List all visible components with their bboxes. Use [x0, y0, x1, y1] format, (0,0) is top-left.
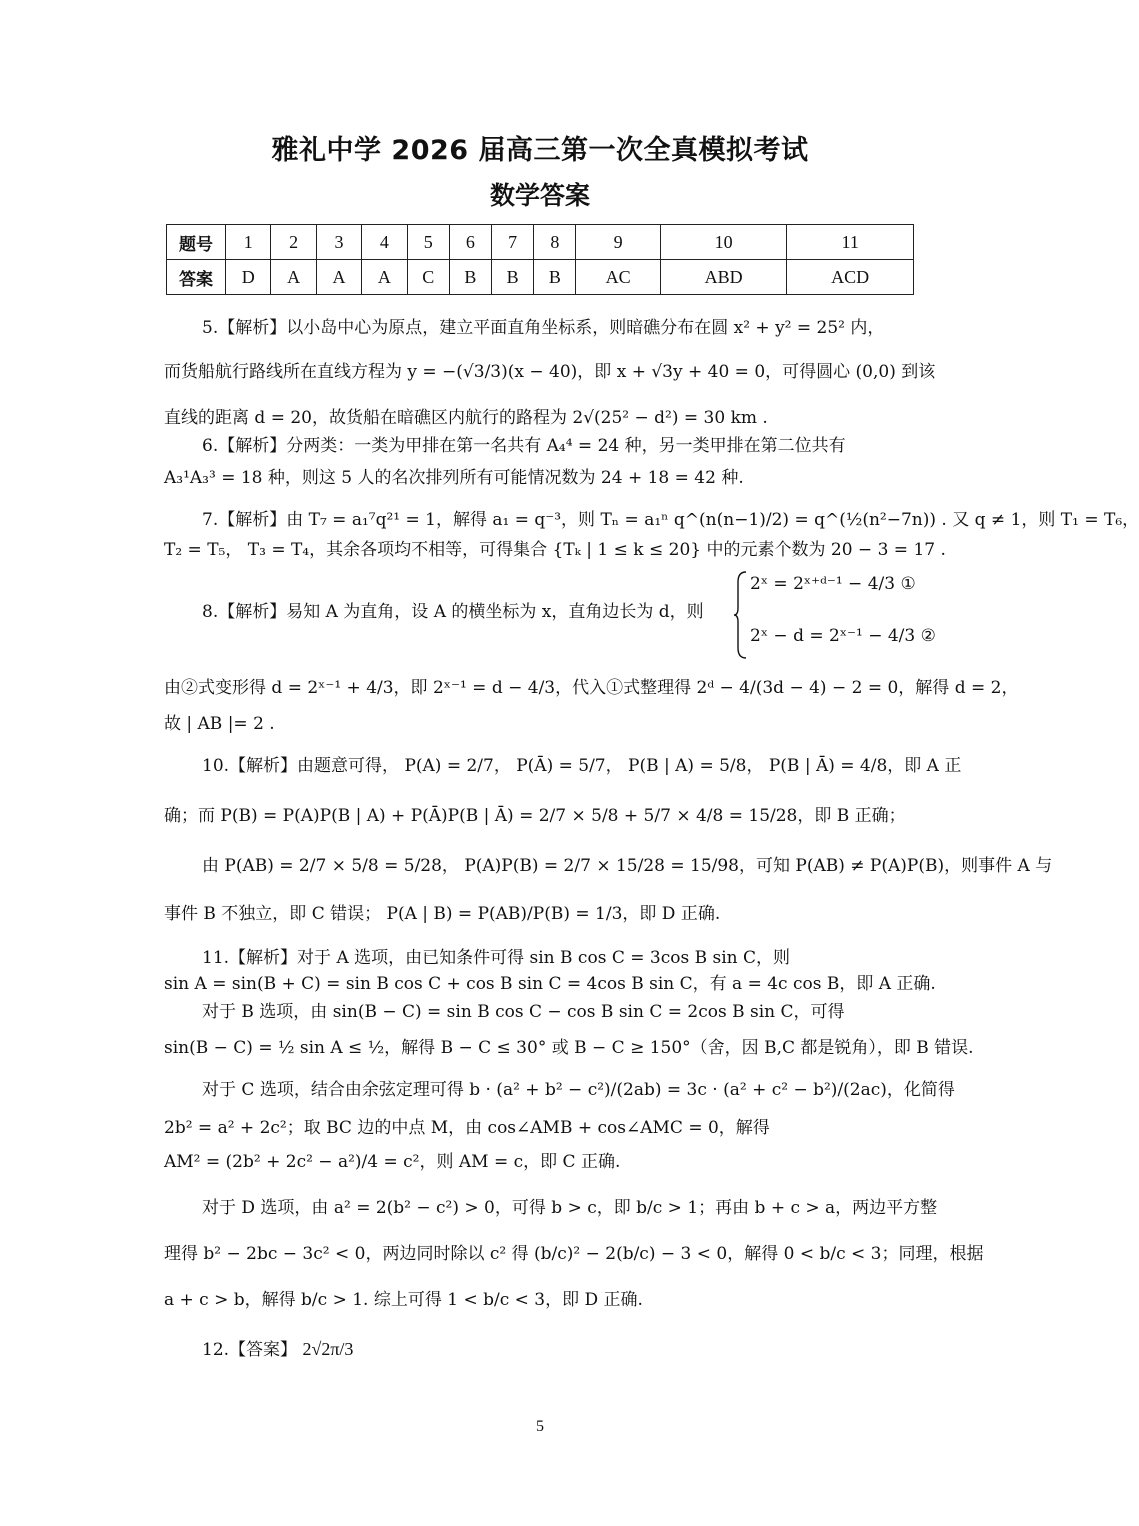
- table-cell: 4: [362, 225, 407, 260]
- page-number: 5: [536, 1418, 544, 1435]
- q8-equation-2: 2ˣ − d = 2ˣ⁻¹ − 4/3 ②: [750, 626, 936, 646]
- left-brace-icon: [734, 570, 748, 660]
- q11-line-2: sin A = sin(B + C) = sin B cos C + cos B sin C = 4cos B sin C，有 a = 4c cos B，即 A 正确.: [164, 974, 936, 994]
- table-row-numbers: [167, 225, 914, 260]
- table-cell: 8: [534, 225, 576, 260]
- table-cell: A: [271, 260, 316, 295]
- q5-line-2: 而货船航行路线所在直线方程为 y = −(√3/3)(x − 40)，即 x + √3y + 40 = 0，可得圆心 (0,0) 到该: [164, 362, 936, 382]
- table-header-number: 题号: [167, 225, 226, 260]
- q10-line-4: 事件 B 不独立，即 C 错误； P(A | B) = P(AB)/P(B) = 1/3，即 D 正确.: [164, 904, 721, 924]
- table-cell: 9: [576, 225, 660, 260]
- q6-line-1: 6.【解析】分两类：一类为甲排在第一名共有 A₄⁴ = 24 种，另一类甲排在第二位共有: [202, 436, 846, 456]
- q10-line-1: 10.【解析】由题意可得， P(A) = 2/7， P(Ā) = 5/7， P(B | A) = 5/8， P(B | Ā) = 4/8，即 A 正: [202, 756, 962, 776]
- q11-line-1: 11.【解析】对于 A 选项，由已知条件可得 sin B cos C = 3cos B sin C，则: [202, 948, 790, 968]
- table-cell: ACD: [787, 260, 914, 295]
- q11-line-4: sin(B − C) = ½ sin A ≤ ½，解得 B − C ≤ 30° 或 B − C ≥ 150°（舍，因 B,C 都是锐角），即 B 错误.: [164, 1038, 974, 1058]
- q11-line-7: AM² = (2b² + 2c² − a²)/4 = c²，则 AM = c，即 C 正确.: [164, 1152, 621, 1172]
- q11-line-9: 理得 b² − 2bc − 3c² < 0，两边同时除以 c² 得 (b/c)² − 2(b/c) − 3 < 0，解得 0 < b/c < 3；同理，根据: [164, 1244, 984, 1264]
- table-cell: C: [407, 260, 449, 295]
- table-cell: 6: [449, 225, 491, 260]
- table-cell: 7: [492, 225, 534, 260]
- q10-line-2: 确；而 P(B) = P(A)P(B | A) + P(Ā)P(B | Ā) = 2/7 × 5/8 + 5/7 × 4/8 = 15/28，即 B 正确；: [164, 806, 906, 826]
- q11-line-5: 对于 C 选项，结合由余弦定理可得 b · (a² + b² − c²)/(2ab) = 3c · (a² + c² − b²)/(2ac)，化简得: [202, 1080, 955, 1100]
- table-cell: AC: [576, 260, 660, 295]
- exam-subtitle: 数学答案: [489, 181, 590, 210]
- q11-line-8: 对于 D 选项，由 a² = 2(b² − c²) > 0，可得 b > c，即 b/c > 1；再由 b + c > a，两边平方整: [202, 1198, 938, 1218]
- table-cell: D: [226, 260, 271, 295]
- q5-line-1: 5.【解析】以小岛中心为原点，建立平面直角坐标系，则暗礁分布在圆 x² + y² = 25² 内，: [202, 318, 885, 338]
- table-header-answer: 答案: [167, 260, 226, 295]
- q12-label: 12.【答案】: [202, 1340, 298, 1360]
- exam-title: 雅礼中学 2026 届高三第一次全真模拟考试: [271, 135, 809, 166]
- q8-line-1: 8.【解析】易知 A 为直角，设 A 的横坐标为 x，直角边长为 d，则: [202, 602, 704, 622]
- q8-equation-system: [734, 570, 936, 660]
- table-cell: ABD: [660, 260, 787, 295]
- table-cell: 1: [226, 225, 271, 260]
- table-cell: A: [316, 260, 361, 295]
- q7-line-1: 7.【解析】由 T₇ = a₁⁷q²¹ = 1，解得 a₁ = q⁻³，则 Tₙ = a₁ⁿ q^(n(n−1)/2) = q^(½(n²−7n)) . 又 q ≠ 1，则 T₁ = T₆，: [202, 510, 1139, 530]
- table-cell: B: [492, 260, 534, 295]
- q12-value: 2√2π/3: [302, 1339, 354, 1359]
- q11-line-3: 对于 B 选项，由 sin(B − C) = sin B cos C − cos B sin C = 2cos B sin C，可得: [202, 1002, 845, 1022]
- answer-table: [166, 224, 914, 295]
- table-cell: 10: [660, 225, 787, 260]
- q8-equation-1: 2ˣ = 2ˣ⁺ᵈ⁻¹ − 4/3 ①: [750, 574, 916, 594]
- table-cell: 3: [316, 225, 361, 260]
- q5-line-3: 直线的距离 d = 20，故货船在暗礁区内航行的路程为 2√(25² − d²) = 30 km .: [164, 408, 768, 428]
- q11-line-10: a + c > b，解得 b/c > 1. 综上可得 1 < b/c < 3，即 D 正确.: [164, 1290, 643, 1310]
- table-cell: B: [449, 260, 491, 295]
- q6-line-2: A₃¹A₃³ = 18 种，则这 5 人的名次排列所有可能情况数为 24 + 18 = 42 种.: [164, 468, 744, 488]
- table-cell: 2: [271, 225, 316, 260]
- q7-line-2: T₂ = T₅， T₃ = T₄，其余各项均不相等，可得集合 {Tₖ | 1 ≤ k ≤ 20} 中的元素个数为 20 − 3 = 17 .: [164, 540, 946, 560]
- q12-answer: [202, 1340, 920, 1359]
- q11-line-6: 2b² = a² + 2c²；取 BC 边的中点 M，由 cos∠AMB + cos∠AMC = 0，解得: [164, 1118, 770, 1138]
- table-cell: 5: [407, 225, 449, 260]
- q10-line-3: 由 P(AB) = 2/7 × 5/8 = 5/28， P(A)P(B) = 2/7 × 15/28 = 15/98，可知 P(AB) ≠ P(A)P(B)，则事件 A 与: [202, 856, 1053, 876]
- table-cell: B: [534, 260, 576, 295]
- q8-line-2: 由②式变形得 d = 2ˣ⁻¹ + 4/3，即 2ˣ⁻¹ = d − 4/3，代入①式整理得 2ᵈ − 4/(3d − 4) − 2 = 0，解得 d = 2，: [164, 678, 1019, 698]
- q8-line-3: 故 | AB |= 2 .: [164, 714, 275, 734]
- table-cell: 11: [787, 225, 914, 260]
- table-cell: A: [362, 260, 407, 295]
- table-row-answers: [167, 260, 914, 295]
